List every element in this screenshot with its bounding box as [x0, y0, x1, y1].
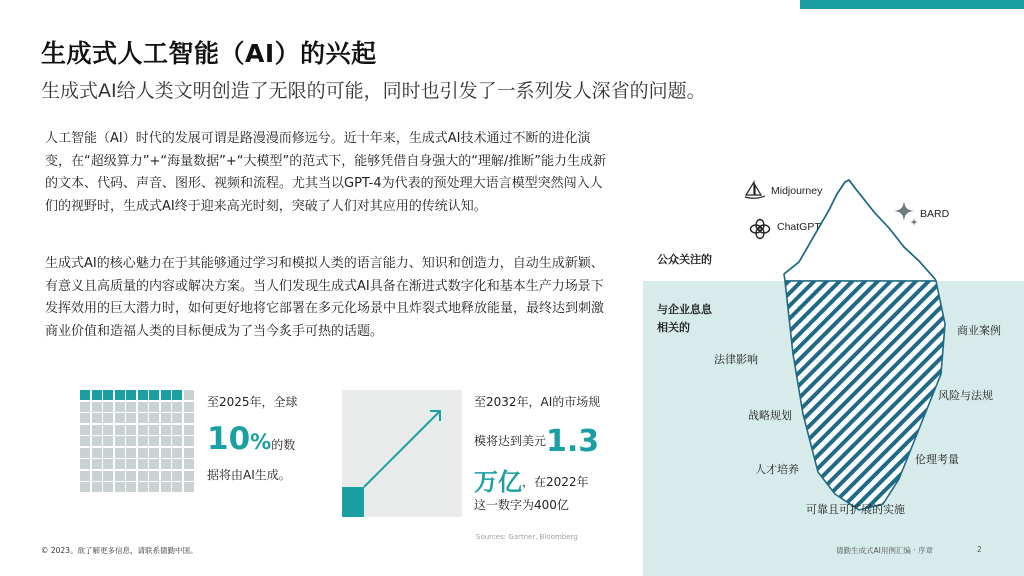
page-subtitle: 生成式AI给人类文明创造了无限的可能，同时也引发了一系列发人深省的问题。 [41, 80, 706, 102]
stat2-line4: 这一数字为400亿 [474, 498, 569, 512]
stat2-line1: 至2032年，AI的市场规 [474, 395, 601, 409]
topic-ethics: 伦理考量 [915, 453, 959, 466]
waffle-cell [184, 390, 194, 400]
waffle-cell [184, 402, 194, 412]
waffle-cell [161, 402, 171, 412]
stat1-percent: % [250, 430, 272, 454]
waffle-cell [138, 402, 148, 412]
midjourney-icon [744, 180, 766, 200]
waffle-cell [172, 390, 182, 400]
waffle-cell [184, 413, 194, 423]
label-business-line2: 相关的 [657, 321, 690, 334]
waffle-cell [149, 482, 159, 492]
footer-copyright: © 2023。欲了解更多信息，请联系德勤中国。 [41, 546, 198, 555]
waffle-cell [103, 482, 113, 492]
waffle-cell [80, 390, 90, 400]
waffle-cell [138, 390, 148, 400]
waffle-cell [126, 471, 136, 481]
waffle-cell [92, 436, 102, 446]
waffle-cell [92, 425, 102, 435]
waffle-cell [92, 471, 102, 481]
waffle-cell [103, 402, 113, 412]
waffle-cell [149, 390, 159, 400]
stat2-line3-suffix: ，在2022年 [522, 475, 589, 489]
stat2-unit: 万亿 [474, 468, 522, 496]
waffle-cell [80, 425, 90, 435]
waffle-cell [115, 402, 125, 412]
waffle-cell [161, 436, 171, 446]
waffle-cell [138, 471, 148, 481]
waffle-cell [126, 482, 136, 492]
waffle-cell [138, 448, 148, 458]
stat2-line3 [474, 462, 589, 497]
waffle-cell [172, 425, 182, 435]
waffle-cell [103, 459, 113, 469]
waffle-cell [115, 448, 125, 458]
waffle-cell [161, 390, 171, 400]
waffle-cell [103, 413, 113, 423]
waffle-cell [149, 402, 159, 412]
stat1-suffix: 的数 [271, 438, 296, 452]
chatgpt-icon [749, 218, 771, 240]
waffle-cell [172, 402, 182, 412]
body-paragraph-1: 人工智能（AI）时代的发展可谓是路漫漫而修远兮。近十年来，生成式AI技术通过不断的进化演变，在“超级算力”+“海量数据”+“大模型”的范式下，能够凭借自身强大的“理解/推断”能力生成新的文本、代码、声音、图形、视频和流程。尤其当以GPT-4为代表的预处理大语言模型突然闯入人们的视野时，生成式AI终于迎来高光时刻，突破了人们对其应用的传统认知。 [45, 131, 607, 214]
waffle-cell [138, 413, 148, 423]
growth-base-square [342, 487, 364, 517]
topic-strategy-planning: 战略规划 [748, 409, 792, 422]
stat2-value: 1.3 [546, 424, 600, 459]
stat1-line1: 至2025年，全球 [207, 395, 298, 409]
waffle-cell [126, 425, 136, 435]
waffle-cell [138, 482, 148, 492]
waffle-cell [80, 413, 90, 423]
waffle-cell [92, 402, 102, 412]
waffle-cell [80, 402, 90, 412]
waffle-cell [92, 459, 102, 469]
waffle-cell [138, 436, 148, 446]
growth-arrow-line [364, 411, 440, 487]
waffle-cell [184, 448, 194, 458]
source-note: Sources: Gartner, Bloomberg [476, 533, 578, 541]
waffle-cell [80, 448, 90, 458]
stat2-line2 [474, 424, 599, 459]
page-number: 2 [977, 545, 982, 554]
footer-doc-name: 德勤生成式AI用例汇编 · 序章 [836, 546, 933, 555]
waffle-cell [80, 459, 90, 469]
waffle-cell [161, 413, 171, 423]
waffle-cell [115, 436, 125, 446]
waffle-cell [80, 482, 90, 492]
waffle-cell [149, 459, 159, 469]
waffle-cell [172, 448, 182, 458]
topic-scalable-implementation: 可靠且可扩展的实施 [806, 503, 905, 516]
waffle-cell [172, 471, 182, 481]
waffle-cell [184, 482, 194, 492]
waffle-cell [126, 459, 136, 469]
waffle-cell [126, 448, 136, 458]
waffle-cell [115, 471, 125, 481]
waffle-cell [161, 448, 171, 458]
waffle-cell [184, 425, 194, 435]
waffle-cell [138, 459, 148, 469]
top-accent-bar [800, 0, 1024, 9]
waffle-cell [126, 390, 136, 400]
waffle-cell [172, 436, 182, 446]
waffle-cell [115, 482, 125, 492]
waffle-cell [115, 390, 125, 400]
waffle-cell [184, 459, 194, 469]
waffle-cell [103, 390, 113, 400]
brand-chatgpt: ChatGPT [777, 221, 821, 233]
waffle-cell [138, 425, 148, 435]
body-paragraph-2: 生成式AI的核心魅力在于其能够通过学习和模拟人类的语言能力、知识和创造力，自动生成新颖、有意义且高质量的内容或解决方案。当人们发现生成式AI具备在渐进式数字化和基本生产力场景下发挥效用的巨大潜力时，如何更好地将它部署在多元化场景中且炸裂式地释放能量，最终达到刺激商业价值和造福人类的目标便成为了当今炙手可热的话题。 [45, 256, 605, 339]
waffle-cell [172, 459, 182, 469]
waffle-cell [149, 425, 159, 435]
iceberg-panel [643, 144, 1024, 576]
topic-business-case: 商业案例 [957, 324, 1001, 337]
waffle-cell [172, 413, 182, 423]
waffle-cell [92, 413, 102, 423]
waffle-cell [161, 425, 171, 435]
growth-arrow-icon [342, 390, 462, 517]
topic-risk-regulation: 风险与法规 [938, 389, 993, 402]
waffle-chart [80, 390, 198, 497]
waffle-cell [115, 459, 125, 469]
waffle-cell [103, 436, 113, 446]
waffle-cell [103, 448, 113, 458]
bard-icon [892, 199, 920, 227]
waffle-cell [80, 436, 90, 446]
waffle-cell [92, 482, 102, 492]
stat1-number: 10 [207, 421, 251, 457]
waffle-cell [184, 436, 194, 446]
stat1-line3: 据将由AI生成。 [207, 468, 291, 482]
brand-bard: BARD [920, 208, 950, 220]
waffle-cell [103, 425, 113, 435]
waffle-cell [149, 471, 159, 481]
waffle-cell [126, 413, 136, 423]
waffle-cell [126, 436, 136, 446]
label-public-focus: 公众关注的 [657, 253, 712, 266]
topic-legal-impact: 法律影响 [714, 353, 758, 366]
waffle-cell [80, 471, 90, 481]
waffle-cell [103, 471, 113, 481]
waffle-cell [149, 436, 159, 446]
waffle-cell [92, 448, 102, 458]
brand-midjourney: Midjourney [771, 185, 823, 197]
waffle-cell [92, 390, 102, 400]
stat2-line2-prefix: 模将达到美元 [474, 434, 547, 448]
waffle-cell [115, 413, 125, 423]
page-title: 生成式人工智能（AI）的兴起 [41, 39, 377, 68]
label-business-line1: 与企业息息 [657, 303, 712, 316]
waffle-cell [149, 448, 159, 458]
waffle-cell [161, 459, 171, 469]
waffle-cell [115, 425, 125, 435]
growth-graphic [342, 390, 462, 517]
stat1-highlight [207, 421, 295, 457]
waffle-cell [149, 413, 159, 423]
waffle-cell [184, 471, 194, 481]
waffle-cell [161, 471, 171, 481]
waffle-cell [161, 482, 171, 492]
waffle-cell [172, 482, 182, 492]
topic-talent: 人才培养 [755, 463, 799, 476]
waffle-cell [126, 402, 136, 412]
